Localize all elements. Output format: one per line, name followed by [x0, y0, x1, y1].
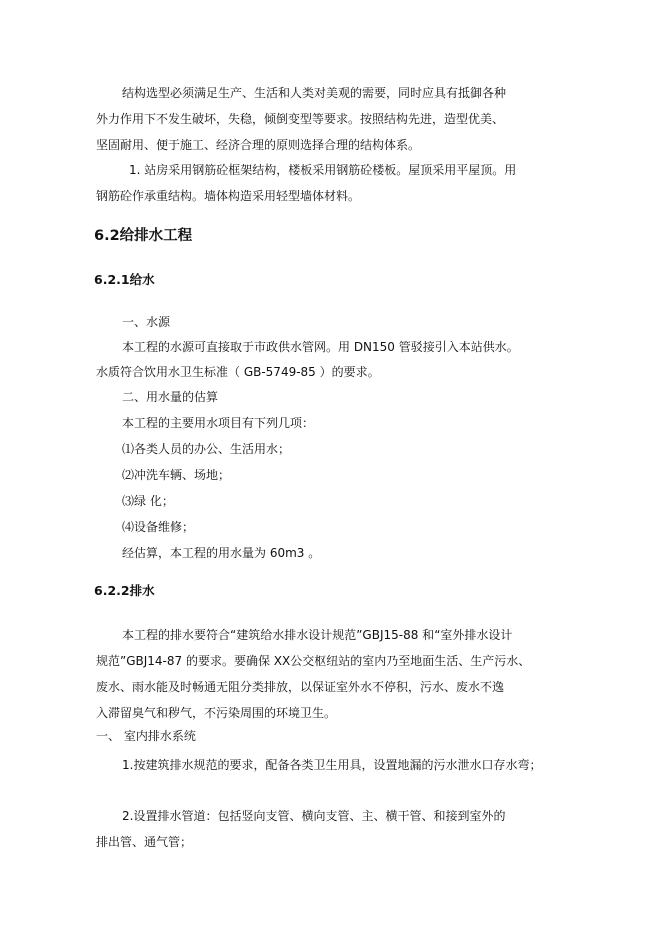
drainage-line-7: 2.设置排水管道：包括竖向支管、横向支管、主、横干管、和接到室外的	[122, 809, 506, 823]
intro-line-5: 钢筋砼作承重结构。墙体构造采用轻型墙体材料。	[96, 189, 361, 203]
water-supply-line-10: 经估算，本工程的用水量为 60m3 。	[122, 546, 321, 560]
subsection-heading-water-supply: 6.2.1给水	[94, 272, 155, 287]
water-supply-line-1: 一、水源	[122, 315, 171, 329]
drainage-line-3: 废水、雨水能及时畅通无阻分类排放，以保证室外水不停积，污水、废水不逸	[96, 680, 505, 694]
water-supply-line-7: ⑵冲洗车辆、场地；	[122, 468, 231, 482]
water-supply-line-9: ⑷设备维修；	[122, 520, 195, 534]
subsection-heading-drainage: 6.2.2排水	[94, 583, 155, 598]
section-heading-6-2: 6.2给排水工程	[94, 228, 193, 244]
intro-line-1: 结构选型必须满足生产、生活和人类对美观的需要，同时应具有抵御各种	[122, 86, 507, 100]
water-supply-line-8: ⑶绿 化；	[122, 494, 174, 508]
water-supply-line-6: ⑴各类人员的办公、生活用水；	[122, 442, 291, 456]
water-supply-line-4: 二、用水量的估算	[122, 390, 219, 404]
intro-line-4: 1. 站房采用钢筋砼框架结构，楼板采用钢筋砼楼板。屋顶采用平屋顶。用	[129, 163, 517, 177]
drainage-line-5: 一、 室内排水系统	[96, 729, 196, 743]
water-supply-line-2: 本工程的水源可直接取于市政供水管网。用 DN150 管驳接引入本站供水。	[122, 340, 519, 354]
intro-line-3: 坚固耐用、便于施工、经济合理的原则选择合理的结构体系。	[96, 138, 421, 152]
drainage-line-2: 规范”GBJ14-87 的要求。要确保 XX公交枢纽站的室内乃至地面生活、生产污水、	[96, 654, 531, 668]
drainage-line-4: 入滞留臭气和秽气，不污染周围的环境卫生。	[96, 706, 337, 720]
drainage-line-6: 1.按建筑排水规范的要求，配备各类卫生用具，设置地漏的污水泄水口存水弯；	[122, 758, 542, 772]
drainage-line-1: 本工程的排水要符合“建筑给水排水设计规范”GBJ15-88 和“室外排水设计	[122, 628, 513, 642]
water-supply-line-3: 水质符合饮用水卫生标准（ GB-5749-85 ）的要求。	[96, 365, 380, 379]
intro-line-2: 外力作用下不发生破坏，失稳，倾倒变型等要求。按照结构先进，造型优美、	[96, 112, 505, 126]
water-supply-line-5: 本工程的主要用水项目有下列几项：	[122, 416, 315, 430]
drainage-line-8: 排出管、通气管；	[96, 835, 193, 849]
